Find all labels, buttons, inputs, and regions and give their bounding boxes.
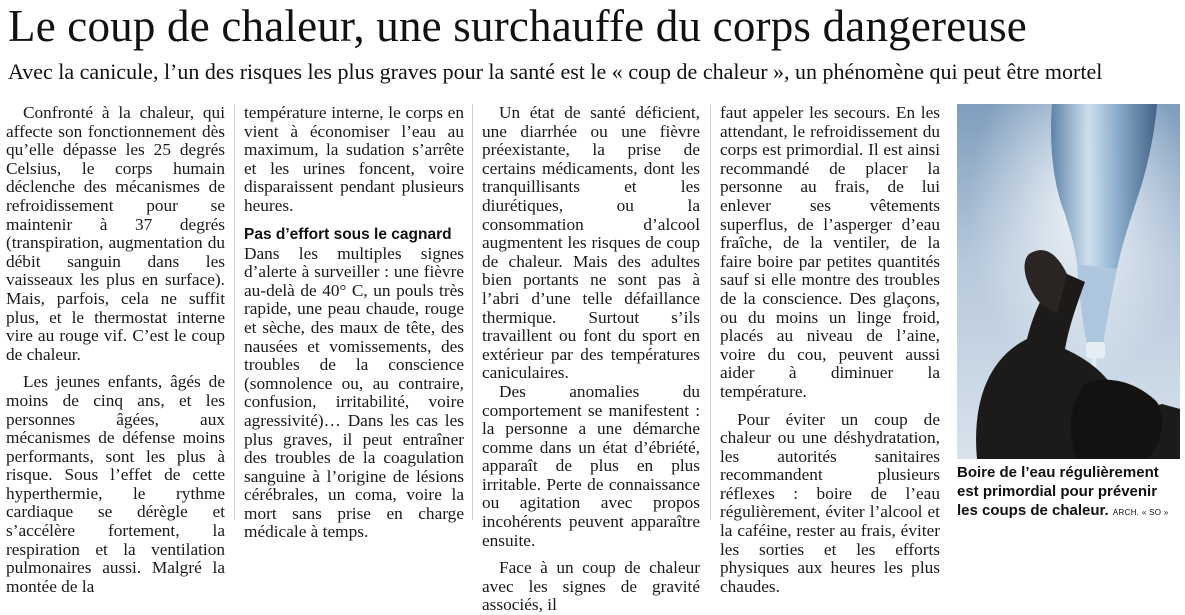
paragraph: Des anomalies du comportement se manifestent : la personne a une démarche comme dans un état d’ébriété, apparaît de plus en plus irritable. Perte de connaissance ou agitation avec propos incohérents peuvent apparaître ensuite. [482, 381, 700, 550]
paragraph: Pour éviter un coup de chaleur ou une déshydratation, les autorités sanitaires recommandent plusieurs réflexes : boire de l’eau régulièrement, éviter l’alcool et la caféine, rester au frais, éviter les sorties et les efforts physiques aux heures les plus chaudes. [720, 409, 940, 596]
paragraph: température interne, le corps en vient à économiser l’eau au maximum, la sudation s’arrête et les urines foncent, voire disparaissent pendant plusieurs heures. [244, 103, 464, 215]
photo-water-bottle [957, 104, 1180, 459]
photo-illustration [957, 104, 1180, 459]
subheading: Pas d’effort sous le cagnard [244, 225, 452, 243]
standfirst: Avec la canicule, l’un des risques les plus graves pour la santé est le « coup de chaleur », un phénomène qui peut être mortel [8, 59, 1103, 84]
photo-credit: ARCH. « SO » [1112, 508, 1169, 517]
article-column-4 [720, 103, 940, 596]
paragraph: Les jeunes enfants, âgés de moins de cinq ans, et les personnes âgées, aux mécanismes de défense moins performants, sont les plus à risque. Sous l’effet de cette hyperthermie, le rythme cardiaque se dérègle et s’accélère fortement, la respiration et la ventilation pulmonaires aussi. Malgré la montée de la [6, 372, 225, 596]
paragraph: Dans les multiples signes d’alerte à surveiller : une fièvre au-delà de 40° C, un pouls très rapide, une peau chaude, rouge et sèche, des maux de tête, des nausées et vomissements, des troubles de la conscience (somnolence ou, au contraire, confusion, irritabilité, voire agressivité)… Dans les cas les plus graves, il peut entraîner des troubles de la coagulation sanguine à l’origine de lésions cérébrales, un coma, voire la mort sans prise en charge médicale à temps. [244, 243, 464, 542]
photo-caption [957, 463, 1182, 522]
column-divider [234, 104, 235, 520]
caption-text: Boire de l’eau régulièrement est primordial pour prévenir les coups de chaleur. [957, 464, 1159, 519]
headline: Le coup de chaleur, une surchauffe du corps dangereuse [8, 1, 1027, 51]
column-divider [710, 104, 711, 520]
paragraph: Confronté à la chaleur, qui affecte son fonctionnement dès qu’elle dépasse les 25 degrés Celsius, le corps humain déclenche des mécanismes de refroidissement pour se maintenir à 37 degrés (transpiration, augmentation du débit sanguin dans les vaisseaux les plus en surface). Mais, parfois, cela ne suffit plus, et le thermostat interne vire au rouge vif. C’est le coup de chaleur. [6, 103, 225, 364]
article-column-1 [6, 103, 225, 596]
article-column-2 [244, 103, 464, 542]
paragraph: faut appeler les secours. En les attendant, le refroidissement du corps est primordial. Il est ainsi recommandé de placer la personne au frais, de lui enlever ses vêtements superflus, de l’asperger d’eau fraîche, de la ventiler, de la faire boire par petites quantités sauf si elle montre des troubles de la conscience. Des glaçons, ou du moins un linge froid, placés au niveau de l’aine, voire du cou, peuvent aussi aider à diminuer la température. [720, 103, 940, 401]
paragraph: Un état de santé déficient, une diarrhée ou une fièvre préexistante, la prise de certains médicaments, dont les tranquillisants et les diurétiques, ou la consommation d’alcool augmentent les risques de coup de chaleur. Mais des adultes bien portants ne sont pas à l’abri d’une telle défaillance thermique. Surtout s’ils travaillent ou font du sport en extérieur par des températures caniculaires. [482, 103, 700, 383]
paragraph: Face à un coup de chaleur avec les signes de gravité associés, il [482, 558, 700, 615]
column-divider [472, 104, 473, 520]
article-column-3 [482, 103, 700, 615]
